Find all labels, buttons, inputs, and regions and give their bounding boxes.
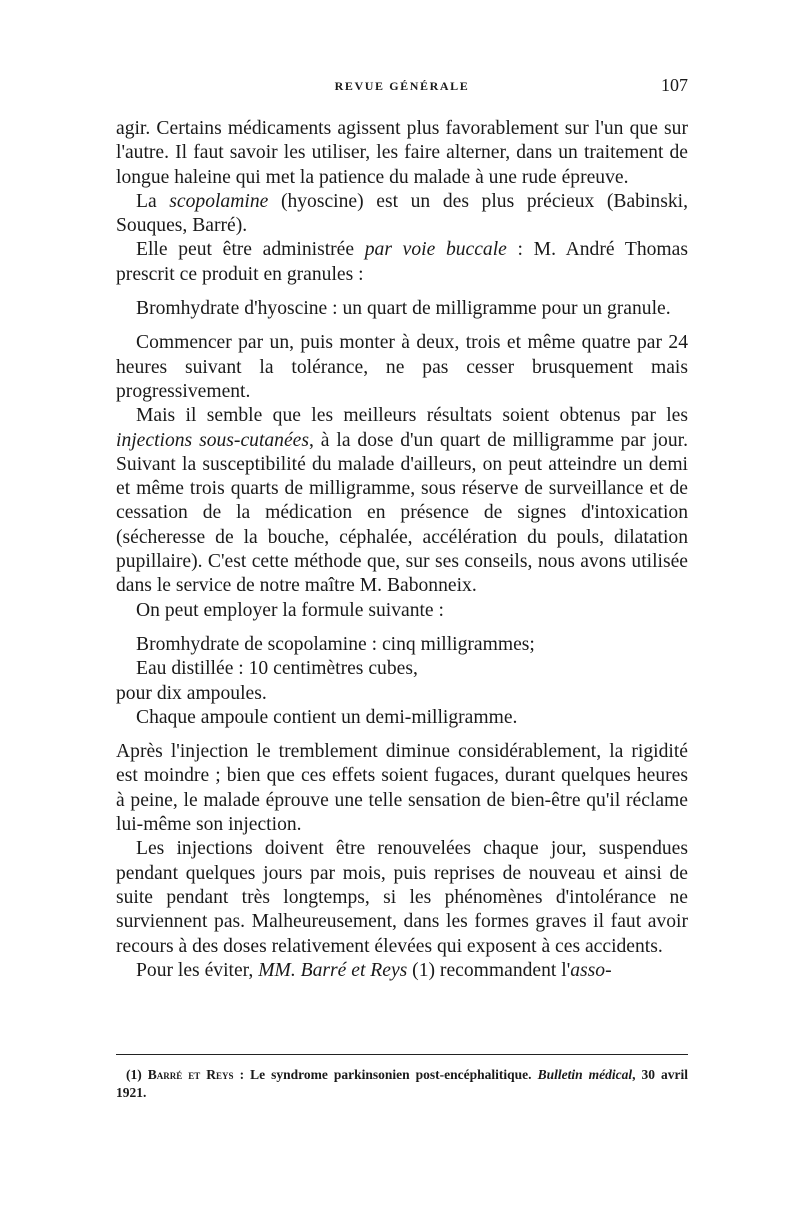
emphasis: MM. Barré et Reys [258,959,408,981]
footnote-date: , 30 avril 1921. [116,1067,688,1100]
emphasis: scopolamine [169,190,269,212]
paragraph [116,404,688,598]
paragraph [116,190,688,239]
formula-line: Chaque ampoule contient un demi-milligramme. [136,706,518,728]
text-span: La [136,190,170,212]
paragraph: Les injections doivent être renouvelées chaque jour, suspendues pendant quelques jours par mois, puis reprises de nouveau et ainsi de suite pendant très longtemps, si les phénomènes d'intolérance ne surviennent pas. Malheureusement, dans les formes graves il faut avoir recours à des doses relativement élevées qui exposent à ces accidents. [116,838,688,957]
paragraph [116,959,688,983]
paragraph: Après l'injection le tremblement diminue considérablement, la rigidité est moindre ; bien que ces effets soient fugaces, durant quelques heures à peine, le malade éprouve une telle sensation de bien-être qu'il réclame lui-même son injection. [116,741,688,836]
footnotes [116,1066,688,1102]
footnote-authors: Barré et Reys [147,1067,234,1082]
paragraph: agir. Certains médicaments agissent plus favorablement sur l'un que sur l'autre. Il faut savoir les utiliser, les faire alterner, dans un traitement de longue haleine qui met la patience du malade à une rude épreuve. [116,118,688,188]
text-span: Mais il semble que les meilleurs résultats soient obtenus par les [136,405,688,427]
emphasis: asso- [570,959,612,981]
paragraph: Bromhydrate d'hyoscine : un quart de milligramme pour un granule. [136,298,671,320]
emphasis: par voie buccale [364,239,507,261]
text-span: Pour les éviter, [136,959,259,981]
paragraph [116,238,688,287]
text-span: Elle peut être administrée [136,239,365,261]
emphasis: injections sous-cutanées [116,429,309,451]
footnote-rule [116,1054,688,1055]
footnote-text: : Le syndrome parkinsonien post-encéphalitique. [233,1067,538,1082]
paragraph: On peut employer la formule suivante : [136,599,444,621]
text-span: : M. André Thomas prescrit ce produit en granules : [116,239,688,285]
page-header [116,75,688,99]
formula-line: pour dix ampoules. [116,682,267,704]
footnote [116,1066,688,1102]
text-span: , à la dose d'un quart de milligramme par jour. Suivant la susceptibilité du malade d'ailleurs, on peut atteindre un demi et même trois quarts de milligramme, sous réserve de surveillance et de cessation de la médication en présence de signes d'intoxication (sécheresse de la bouche, céphalée, accélération du pouls, dilatation pupillaire). C'est cette méthode que, sur ses conseils, nous avons utilisée dans le service de notre maître M. Babonneix. [116,429,688,597]
footnote-marker: (1) [126,1067,148,1082]
text-span: (hyoscine) est un des plus précieux (Babinski, Souques, Barré). [116,190,688,237]
formula-line: Eau distillée : 10 centimètres cubes, [136,658,418,680]
page-number: 107 [661,75,688,95]
body-text [116,117,688,983]
paragraph: Commencer par un, puis monter à deux, trois et même quatre par 24 heures suivant la tolérance, ne pas cesser brusquement mais progressivement. [116,332,688,402]
running-title: REVUE GÉNÉRALE [334,79,470,93]
formula-line: Bromhydrate de scopolamine : cinq milligrammes; [136,633,535,655]
text-span: (1) recommandent l' [407,959,571,981]
footnote-journal: Bulletin médical [537,1067,633,1082]
